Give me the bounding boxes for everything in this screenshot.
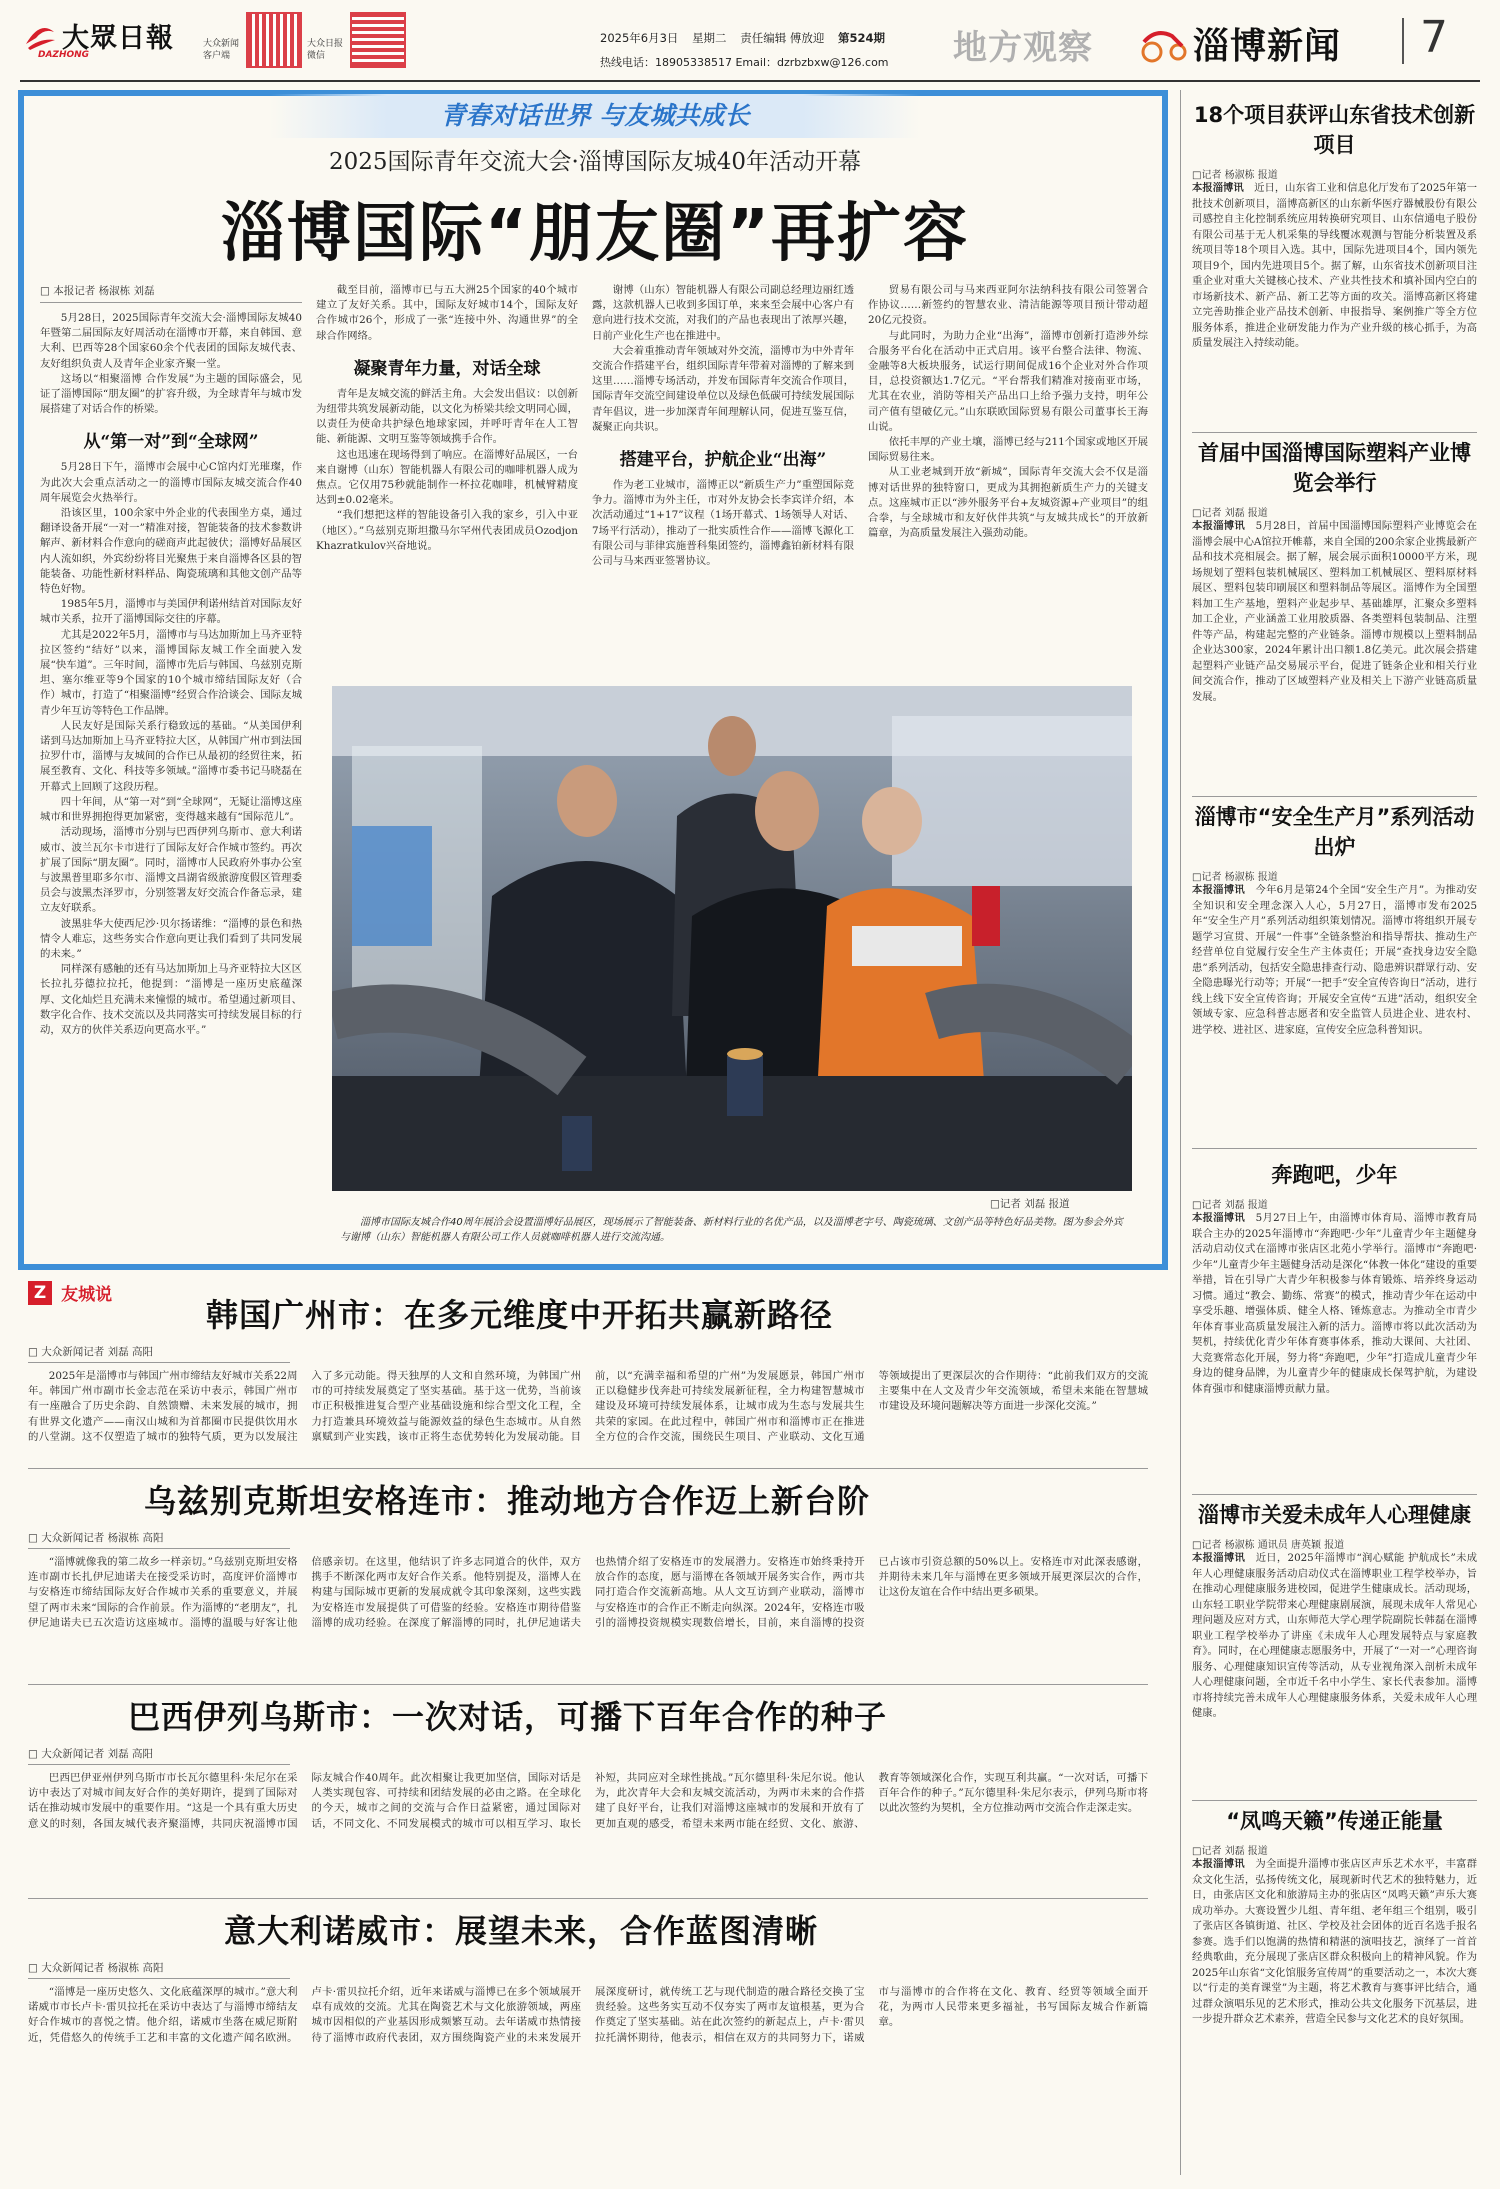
lead-paragraph: 作为老工业城市，淄博正以“新质生产力”重塑国际竞争力。淄博市为外主任，市对外友协会长李宾详介绍，本次活动通过“1+17”议程（1场开幕式、1场领导人对话、7场平行活动），推动了一批实质性合作——淄博飞源化工有限公司与菲律宾施普科集团签约，淄博鑫铂新材料有限公司与马来西亚签署协议。 bbox=[592, 479, 854, 568]
lead-column-4 bbox=[868, 283, 1148, 673]
lead-photo bbox=[332, 686, 1132, 1191]
qr-code-wechat bbox=[350, 12, 406, 68]
brief-byline: □记者 杨淑栋 报道 bbox=[1192, 872, 1278, 883]
lead-kicker-banner bbox=[270, 94, 920, 138]
brief-byline: □记者 刘磊 报道 bbox=[1192, 508, 1268, 519]
brief-text bbox=[1192, 519, 1477, 705]
article-title: 意大利诺威市：展望未来，合作蓝图清晰 bbox=[224, 1912, 819, 1950]
article-byline-text: 大众新闻记者 杨淑栋 高阳 bbox=[41, 1962, 164, 1974]
lead-headline: 淄博国际“朋友圈”再扩容 bbox=[220, 197, 970, 271]
right-column-rule bbox=[1180, 90, 1181, 2175]
article-body: “淄博就像我的第二故乡一样亲切。”乌兹别克斯坦安格连市副市长扎伊尼迪诺夫在接受采访时，高度评价淄博市与安格连市缔结国际友好合作城市关系的重要意义，并展望了两市未来“国际的合作前景。作为淄博的“老朋友”，扎伊尼迪诺夫已五次造访这座城市。淄博的温暖与好客让他倍感亲切。在这里，他结识了许多志同道合的伙伴，双方携手不断深化两市友好合作关系。他特别提及，淄博人在构建与国际城市更新的发展成就令其印象深刻，这些实践为安格连市发展提供了可借鉴的经验。安格连市期待借鉴淄博的成功经验。在深度了解淄博的同时，扎伊尼迪诺夫也热情介绍了安格连市的发展潜力。安格连市始终秉持开放合作的态度，愿与淄博在各领域开展务实合作，两市共同打造合作交流新高地。从人文互访到产业联动，淄博市与安格连市的合作正不断走向纵深。2024年，安格连市吸引的淄博投资规模实现数倍增长，目前，来自淄博的投资已占该市引资总额的50%以上。安格连市对此深表感谢，并期待未来几年与淄博在更多领域开展更深层次的合作，让这份友谊在合作中结出更多硕果。 bbox=[28, 1556, 1148, 1629]
brief-lead: 本报淄博讯 bbox=[1192, 884, 1245, 896]
brief-title: “凤鸣天籁”传递正能量 bbox=[1226, 1809, 1443, 1833]
lead-kicker: 青春对话世界 与友城共成长 bbox=[440, 101, 750, 130]
friends-article-2 bbox=[28, 1476, 1148, 1681]
lead-paragraph: 5月28日下午，淄博市会展中心C馆内灯光璀璨，作为此次大会重点活动之一的淄博市国际友城交流合作40周年展览会火热举行。 bbox=[40, 461, 302, 504]
brief-body: 5月27日上午，由淄博市体育局、淄博市教育局联合主办的2025年淄博市“奔跑吧·少年”儿童青少年主题健身活动启动仪式在淄博市张店区北苑小学举行。淄博市“奔跑吧·少年”儿童青少年主题健身活动是深化“体教一体化”建设的重要举措，旨在引导广大青少年积极参与体育锻炼、培养终身运动习惯。通过“教会、勤练、常赛”的模式，推动青少年在运动中享受乐趣、增强体质、健全人格、锤炼意志。为推动全市青少年体育事业高质量发展注入新的活力。淄博市将以此次活动为契机，持续优化青少年体育赛事体系，推动大课间、大社团、大竞赛常态化开展，努力将“奔跑吧，少年”打造成儿童青少年身边的健身品牌，为儿童青少年的健康成长保驾护航，为建设体育强市和健康淄博贡献力量。 bbox=[1192, 1212, 1477, 1395]
brief-title: 首届中国淄博国际塑料产业博览会举行 bbox=[1198, 441, 1471, 495]
lead-paragraph: “我们想把这样的智能设备引入我的家乡，引入中亚（地区）。”乌兹别克斯坦撒马尔罕州代表团成员Ozodjon Khazratkulov兴奋地说。 bbox=[316, 509, 578, 552]
issue-number: 第524期 bbox=[838, 31, 886, 45]
lead-paragraph: 与此同时，为助力企业“出海”，淄博市创新打造涉外综合服务平台化在活动中正式启用。该平台整合法律、物流、金融等8大板块服务，试运行期间促成16个企业对外合作项目，总投资额达1.7亿元。“平台帮我们精准对接南亚市场，尤其在农业，消防等相关产品出口上给予强力支持，明年公司产值有望破亿元。”山东联欧国际贸易有限公司董事长王海山说。 bbox=[868, 329, 1148, 433]
friends-article-3 bbox=[28, 1692, 1148, 1897]
hotline: 热线电话：18905338517 Email：dzrbzbxw@126.com bbox=[600, 56, 889, 69]
masthead bbox=[0, 0, 1500, 80]
lead-subhead-3: 搭建平台，护航企业“出海” bbox=[619, 450, 827, 471]
qr-code-client bbox=[246, 12, 302, 68]
brief-lead: 本报淄博讯 bbox=[1192, 1552, 1246, 1564]
paper-name: 大眾日報 bbox=[62, 23, 174, 54]
lead-paragraph: 贸易有限公司与马来西亚阿尔法纳科技有限公司签署合作协议……新签约的智慧农业、清洁能源等项目预计带动超20亿元投资。 bbox=[868, 284, 1148, 327]
lead-paragraph: 5月28日，2025国际青年交流大会·淄博国际友城40年暨第二届国际友好周活动在淄博市开幕，来自韩国、意大利、巴西等28个国家60余个代表团的国际友城代表、友好组织负责人及青年企业家齐聚一堂。 bbox=[40, 312, 302, 370]
lead-subhead-1: 从“第一对”到“全球网” bbox=[83, 432, 259, 453]
page-number: 7 bbox=[1420, 12, 1448, 63]
rickshaw-logo-icon bbox=[1138, 22, 1190, 64]
article-byline: □ 大众新闻记者 杨淑栋 高阳 bbox=[28, 1960, 290, 1979]
lead-byline: □ 本报记者 杨淑栋 刘磊 bbox=[40, 283, 302, 303]
brief-byline: □记者 刘磊 报道 bbox=[1192, 1200, 1268, 1211]
issue-info bbox=[600, 30, 885, 46]
brief-title: 淄博市“安全生产月”系列活动出炉 bbox=[1194, 805, 1475, 859]
article-body: 2025年是淄博市与韩国广州市缔结友好城市关系22周年。韩国广州市副市长金志范在采访中表示，韩国广州市有一座融合了历史余韵、自然馈赠、未来发展的城市，拥有世界文化遗产——南汉山城和为首都圈市民提供饮用水的八堂湖。这不仅塑造了城市的独特气质，更为以发展注入了多元动能。得天独厚的人文和自然环境，为韩国广州市的可持续发展奠定了坚实基础。基于这一优势，当前该市正积极推进复合型产业基础设施和综合型文化工程，全力打造兼具环境效益与能源效益的绿色生态城市。从自然禀赋到产业实践，该市正将生态优势转化为发展动能。目前，以“充满幸福和希望的广州”为发展愿景，韩国广州市正以稳健步伐奔赴可持续发展新征程，全力构建智慧城市建设及环境可持续发展体系，让城市成为生态与发展共生共荣的家园。在此过程中，韩国广州市和淄博市正在推进全方位的合作交流，围绕民生项目、产业联动、文化互通等领域提出了更深层次的合作期待：“此前我们双方的交流主要集中在人文及青少年交流领域，希望未来能在智慧城市建设及环境问题解决等方面进一步深化交流。” bbox=[28, 1370, 1148, 1443]
lead-paragraph: 截至目前，淄博市已与五大洲25个国家的40个城市建立了友好关系。其中，国际友好城市14个，国际友好合作城市26个，形成了一张“连接中外、沟通世界”的全球合作网络。 bbox=[316, 284, 578, 342]
friends-divider bbox=[28, 1898, 1148, 1899]
brief-text bbox=[1192, 1211, 1477, 1397]
brief-5 bbox=[1192, 1500, 1477, 1800]
lead-paragraph: 同样深有感触的还有马达加斯加上马齐亚特拉大区区长拉扎芬德拉拉托，他提到：“淄博是一座历史底蕴深厚、文化灿烂且充满未来憧憬的城市。希望通过新项目、数字化合作、技术交流以及共同落实可持续发展目标的行动，双方的伙伴关系迈向更高水平。” bbox=[40, 963, 302, 1036]
photo-caption: 淄博市国际友城合作40周年展洽会设置淄博好品展区，现场展示了智能装备、新材料行业的名优产品，以及淄博老字号、陶瓷琉璃、文创产品等特色好品美物。图为参会外宾与谢博（山东）智能机器人有限公司工作人员就咖啡机器人进行交流沟通。 bbox=[340, 1217, 1123, 1243]
brief-title: 18个项目获评山东省技术创新项目 bbox=[1193, 103, 1476, 157]
section-label: 地方观察 bbox=[953, 28, 1093, 68]
lead-paragraph: 谢博（山东）智能机器人有限公司副总经理边丽红透露，这款机器人已收到多国订单，来来至会展中心客户有意向进行技术交流，对我们的产品也表现出了浓厚兴趣，日前产业化生产也在推进中。 bbox=[592, 284, 854, 342]
brief-body: 近日，2025年淄博市“润心赋能 护航成长”未成年人心理健康服务活动启动仪式在淄博职业工程学校举办，旨在推动心理健康服务进校园，促进学生健康成长。活动现场，山东轻工职业学院带来心理健康剧展演，展现未成年人常见心理问题及应对方式，山东师范大学心理学院副院长韩磊在淄博职业工程学校举办了讲座《未成年人心理发展特点与家庭教育》。同时，在心理健康志愿服务中，开展了“一对一”心理咨询服务、心理健康知识宣传等活动，从专业视角深入剖析未成年人心理健康问题，全市近千名中小学生、家长代表参加。淄博市将持续完善未成年人心理健康服务体系，关爱未成年人心理健康。 bbox=[1192, 1552, 1477, 1719]
page-divider bbox=[1402, 18, 1404, 64]
article-byline-text: 大众新闻记者 杨淑栋 高阳 bbox=[41, 1532, 164, 1544]
brief-divider bbox=[1192, 432, 1477, 433]
article-byline: □ 大众新闻记者 刘磊 高阳 bbox=[28, 1344, 290, 1363]
brief-divider bbox=[1192, 1148, 1477, 1149]
article-byline: □ 大众新闻记者 刘磊 高阳 bbox=[28, 1746, 290, 1765]
lead-column-1 bbox=[40, 283, 302, 1258]
brief-body: 5月28日，首届中国淄博国际塑料产业博览会在淄博会展中心A馆拉开帷幕，来自全国的200余家企业携最新产品和技术亮相展会。据了解，展会展示面积10000平方米，现场规划了塑料包装机械展区、塑料加工机械展区、塑料原材料展区、塑料包装印刷展区和塑料制品等展区。淄博作为全国塑料加工生产基地，塑料产业起步早、基础雄厚，汇聚众多塑料加工企业，产业涵盖工业用胶质器、各类塑料包装制品、注塑件等产品，构建起完整的产业链条。淄博市规模以上塑料制品企业达300家，2024年累计出口额1.8亿美元。此次展会搭建起塑料产业链产品交易展示平台，促进了链条企业和相关行业间交流合作，推动了区域塑料产业及相关上下游产业链高质量发展。 bbox=[1192, 520, 1477, 703]
lead-paragraph: 这场以“相聚淄博 合作发展”为主题的国际盛会，见证了淄博国际“朋友圈”的扩容升级，为全球青年与城市发展搭建了对话合作的桥梁。 bbox=[40, 372, 302, 416]
friends-article-4 bbox=[28, 1906, 1148, 2176]
lead-paragraph: 四十年间，从“第一对”到“全球网”，无疑让淄博这座城市和世界拥抱得更加紧密，变得越来越有“国际范儿”。 bbox=[40, 795, 302, 824]
article-title: 巴西伊列乌斯市：一次对话，可播下百年合作的种子 bbox=[128, 1698, 888, 1736]
friends-tag-icon: Z bbox=[28, 1281, 52, 1305]
brief-text bbox=[1192, 1857, 1477, 2028]
lead-paragraph: 依托丰厚的产业土壤，淄博已经与211个国家或地区开展国际贸易往来。 bbox=[868, 436, 1148, 464]
brief-title: 奔跑吧，少年 bbox=[1271, 1163, 1398, 1187]
brief-text bbox=[1192, 181, 1477, 352]
lead-paragraph: 青年是友城交流的鲜活主角。大会发出倡议：以创新为纽带共筑发展新动能，以文化为桥梁共绘文明同心圆，以责任为使命共护绿色地球家园，并呼吁青年在人工智能、新能源、文明互鉴等领域携手合作。 bbox=[316, 387, 578, 446]
brief-lead: 本报淄博讯 bbox=[1192, 1858, 1245, 1870]
brief-body: 今年6月是第24个全国“安全生产月”。为推动安全知识和安全理念深入人心，5月27日，淄博市发布2025年“安全生产月”系列活动组织策划情况。淄博市将组织开展专题学习宣贯、开展“一件事”全链条整治和指导帮扶、推动生产经营单位自觉履行安全生产主体责任；开展“查找身边安全隐患”系列活动，包括安全隐患排查行动、隐患辨识群眾行动、安全隐患曝光行动等；开展“一把手”安全宣传咨询日”活动，进行线上线下安全宣传咨询；开展安全宣传“五进”活动，组织安全领域专家、应急科普志愿者和安全监管人员进企业、进农村、进学校、进社区、进家庭，宣传安全应急科普知识。 bbox=[1192, 884, 1477, 1036]
paper-name-en: DAZHONG bbox=[38, 50, 90, 60]
photo-credit: □记者 刘磊 报道 bbox=[990, 1198, 1070, 1210]
brief-4 bbox=[1192, 1154, 1477, 1504]
brief-2 bbox=[1192, 438, 1477, 798]
channel-title: 淄博新闻 bbox=[1193, 26, 1342, 67]
lead-paragraph: 大会着重推动青年领域对外交流，淄博市为中外青年交流合作搭建平台，组织国际青年带着对淄博的了解来到这里……淄博专场活动，并发布国际青年交流合作项目，国际青年交流空间建设单位以及绿色低碳可持续发展国际青年倡议，进一步加深青年间理解认同，促进互鉴互信，凝聚正向共识。 bbox=[592, 344, 854, 433]
brief-byline: □记者 刘磊 报道 bbox=[1192, 1846, 1268, 1857]
qr-label-wechat: 大众日报微信 bbox=[307, 39, 344, 61]
masthead-rule bbox=[20, 80, 1480, 82]
brief-divider bbox=[1192, 1494, 1477, 1495]
brief-1 bbox=[1192, 100, 1477, 440]
lead-paragraph: 活动现场，淄博市分别与巴西伊列乌斯市、意大利诺威市、波兰瓦尔卡市进行了国际友好合作城市签约。再次扩展了国际“朋友圈”。同时，淄博市人民政府外事办公室与波黑普里耶多尔市、淄博文昌湖省级旅游度假区管理委员会与波黑杰泽罗市，分别签署友好交流合作备忘录，建立友好联系。 bbox=[40, 826, 302, 915]
friends-article-1 bbox=[28, 1290, 1148, 1465]
brief-6 bbox=[1192, 1806, 1477, 2176]
lead-paragraph: 1985年5月，淄博市与美国伊利诺州结首对国际友好城市关系，拉开了淄博国际交往的序幕。 bbox=[40, 598, 302, 626]
lead-subtitle: 2025国际青年交流大会·淄博国际友城40年活动开幕 bbox=[328, 149, 862, 175]
lead-paragraph: 从工业老城到开放“新城”，国际青年交流大会不仅是淄博对话世界的独特窗口，更成为其拥抱新质生产力的关键支点。这座城市正以“涉外服务平台+友城资源+产业项目”的组合拳，与全球城市和友好伙伴共筑“与友城共成长”的开放新篇章，为高质量发展注入强劲动能。 bbox=[868, 466, 1148, 540]
lead-column-3 bbox=[592, 283, 854, 673]
lead-paragraph: 沿该区里，100余家中外企业的代表围坐方桌，通过翻译设备开展“一对一”精准对接，智能装备的技术参数讲解声、新材料合作意向的磋商声此起彼伏；淄博好品展区内人流如织，外宾纷纷将目光聚焦于来自淄博各区县的智能装备、功能性新材料样品、陶瓷琉璃和其他文创产品等特色好物。 bbox=[40, 507, 302, 596]
article-title: 韩国广州市：在多元维度中开拓共赢新路径 bbox=[206, 1296, 834, 1334]
brief-divider bbox=[1192, 1800, 1477, 1801]
friends-tag-label: 友城说 bbox=[61, 1285, 113, 1305]
issue-editor: 责任编辑 傅放迎 bbox=[740, 31, 825, 45]
brief-byline: □记者 杨淑栋 通讯员 唐英颖 报道 bbox=[1192, 1540, 1345, 1551]
lead-paragraph: 尤其是2022年5月，淄博市与马达加斯加上马齐亚特拉区签约“结好”以来，淄博国际友城工作全面驶入发展“快车道”。三年时间，淄博市先后与韩国、乌兹别克斯坦、塞尔维亚等9个国家的10个城市缔结国际友好（合作）城市，打造了“相聚淄博”经贸合作洽谈会、国际友城青少年互访等特色工作品牌。 bbox=[40, 628, 302, 717]
exhibition-photo-image bbox=[332, 686, 1132, 1191]
lead-subhead-2: 凝聚青年力量，对话全球 bbox=[353, 358, 541, 379]
brief-divider bbox=[1192, 796, 1477, 797]
lead-paragraph: 人民友好是国际关系行稳致远的基础。“从美国伊利诺到马达加斯加上马齐亚特拉大区，从韩国广州市到法国拉罗什市，淄博与友城间的合作已从最初的经贸往来，拓展至教育、文化、科技等多领域。”淄博市委书记马晓磊在开幕式上回顾了这段历程。 bbox=[40, 719, 302, 793]
brief-text bbox=[1192, 883, 1477, 1038]
brief-byline: □记者 杨淑栋 报道 bbox=[1192, 170, 1278, 181]
article-body: “淄博是一座历史悠久、文化底蕴深厚的城市。”意大利诺威市市长卢卡·雷贝拉托在采访中表达了与淄博市缔结友好合作城市的喜悦之情。他介绍，诺威市坐落在威尼斯附近，凭借悠久的传统手工艺和丰富的文化遗产闻名欧洲。卢卡·雷贝拉托介绍，近年来诺威与淄博已在多个领域展开卓有成效的交流。尤其在陶瓷艺术与文化旅游领域，两座城市因相似的产业基因形成频繁互动。去年诺威市热情接待了淄博市政府代表团，双方围绕陶瓷产业的未来发展开展深度研讨，就传统工艺与现代制造的融合路径交换了宝贵经验。这些务实互动不仅夯实了两市友谊根基，更为合作奠定了坚实基础。站在此次签约的新起点上，卢卡·雷贝拉托满怀期待，他表示，相信在双方的共同努力下，诺威市与淄博市的合作将在文化、教育、经贸等领域全面开花，为两市人民带来更多福祉，书写国际友城合作新篇章。 bbox=[28, 1986, 1148, 2044]
paper-logo bbox=[22, 12, 222, 64]
brief-title: 淄博市关爱未成年人心理健康 bbox=[1198, 1503, 1471, 1527]
lead-paragraph: 这也迅速在现场得到了响应。在淄博好品展区，一台来自谢博（山东）智能机器人有限公司的咖啡机器人成为焦点。它仅用75秒就能制作一杯拉花咖啡，机械臂精度达到±0.02毫米。 bbox=[316, 448, 578, 507]
article-byline-text: 大众新闻记者 刘磊 高阳 bbox=[41, 1748, 153, 1760]
article-byline-text: 大众新闻记者 刘磊 高阳 bbox=[41, 1346, 153, 1358]
lead-byline-text: 本报记者 杨淑栋 刘磊 bbox=[53, 285, 155, 297]
friends-divider bbox=[28, 1684, 1148, 1685]
article-title: 乌兹别克斯坦安格连市：推动地方合作迈上新台阶 bbox=[144, 1482, 871, 1520]
brief-lead: 本报淄博讯 bbox=[1192, 1212, 1246, 1224]
issue-weekday: 星期二 bbox=[692, 31, 727, 45]
issue-date: 2025年6月3日 bbox=[600, 31, 679, 45]
brief-lead: 本报淄博讯 bbox=[1192, 182, 1244, 194]
sun-logo-icon bbox=[22, 18, 58, 54]
brief-3 bbox=[1192, 802, 1477, 1152]
brief-body: 为全面提升淄博市张店区声乐艺术水平，丰富群众文化生活，弘扬传统文化，展现新时代艺术的独特魅力，近日，由张店区文化和旅游局主办的张店区“凤鸣天籁”声乐大赛成功举办。大赛设置少儿组、青年组、老年组三个组别，吸引了张店区各镇街道、社区、学校及社会团体的近百名选手报名参赛。选手们以饱满的热情和精湛的演唱技艺，演绎了一首首经典歌曲，充分展现了张店区群众积极向上的精神风貌。作为2025年山东省“文化馆服务宣传周”的重要活动之一，本次大赛以“行走的美育课堂”为主题，将艺术教育与赛事评比结合，通过群众演唱乐见的艺术形式，推动公共文化服务下沉基层，进一步提升群众艺术素养，营造全民参与文化艺术的良好氛围。 bbox=[1192, 1858, 1477, 2025]
brief-body: 近日，山东省工业和信息化厅发布了2025年第一批技术创新项目，淄博高新区的山东新华医疗器械股份有限公司感控自主化控制系统应用转换研究项目、山东信通电子股份有限公司基于无人机采集的导线覆冰观测与智能分析装置及系统项目等18个项目入选。其中，国际先进项目4个，国内领先项目9个，国内先进项目5个。据了解，山东省技术创新项目注重企业对重大关键核心技术、产业共性技术和填补国内空白的市场新技术、新产品、新工艺等方面的攻关。淄博高新区将建立完善助推企业产品技术创新、申报指导、案例推广等全方位服务体系，推进企业研发能力作为产业升级的核心抓手，为高质量发展注入持续动能。 bbox=[1192, 182, 1477, 349]
qr-label-client: 大众新闻客户端 bbox=[203, 39, 240, 61]
article-byline: □ 大众新闻记者 杨淑栋 高阳 bbox=[28, 1530, 290, 1549]
article-body: 巴西巴伊亚州伊列乌斯市市长瓦尔德里科·朱尼尔在采访中表达了对城市间友好合作的美好期许，提到了国际对话在推动城市发展中的重要作用。“这是一个具有重大历史意义的时刻，各国友城代表齐聚淄博，共同庆祝淄博市国际友城合作40周年。此次相聚让我更加坚信，国际对话是人类实现包容、可持续和团结发展的必由之路。在全球化的今天，城市之间的交流与合作日益紧密，通过国际对话，不同文化、不同发展模式的城市可以相互学习、取长补短，共同应对全球性挑战。”瓦尔德里科·朱尼尔说。他认为，此次青年大会和友城交流活动，为两市未来的合作搭建了良好平台，让我们对淄博这座城市的发展和开放有了更加直观的感受，希望未来两市能在经贸、文化、旅游、教育等领域深化合作，实现互利共赢。“一次对话，可播下百年合作的种子。”瓦尔德里科·朱尼尔表示，伊列乌斯市将以此次签约为契机，全方位推动两市交流合作走深走实。 bbox=[28, 1772, 1148, 1830]
lead-column-2 bbox=[316, 283, 578, 673]
lead-paragraph: 波黑驻华大使西尼沙·贝尔扬诺维：“淄博的景色和热情令人难忘，这些务实合作意向更让我们看到了共同发展的未来。” bbox=[40, 917, 302, 960]
brief-text bbox=[1192, 1551, 1477, 1722]
friends-divider bbox=[28, 1468, 1148, 1469]
brief-lead: 本报淄博讯 bbox=[1192, 520, 1246, 532]
